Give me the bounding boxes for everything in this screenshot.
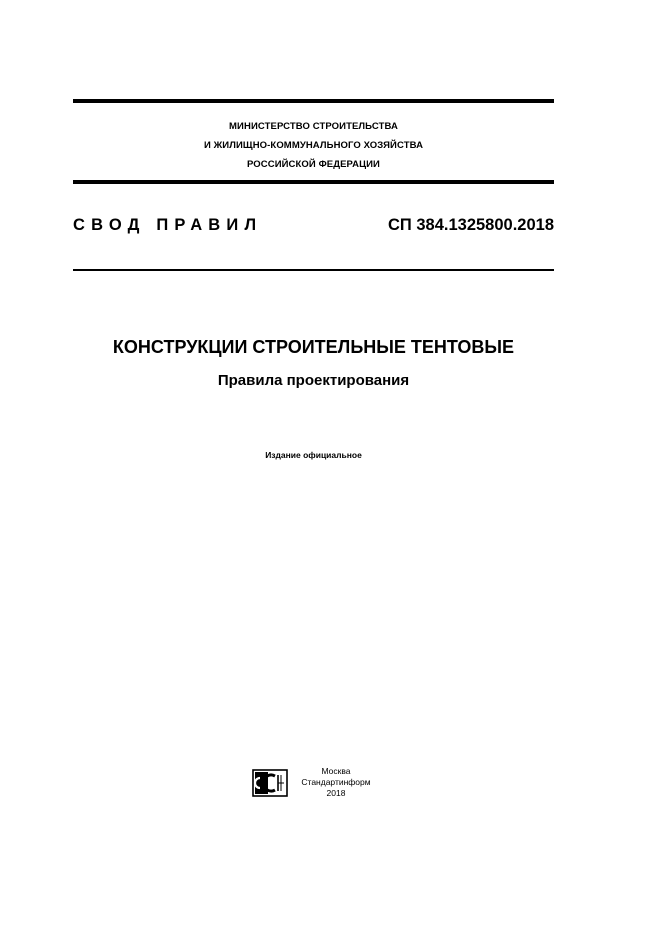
document-subtitle: Правила проектирования [217,372,410,389]
document-title: КОНСТРУКЦИИ СТРОИТЕЛЬНЫЕ ТЕНТОВЫЕ [112,337,515,357]
standartinform-logo-icon [252,769,288,797]
ministry-block [73,117,554,174]
ministry-line-2: И ЖИЛИЩНО-КОММУНАЛЬНОГО ХОЗЯЙСТВА [203,140,424,151]
imprint-block [296,766,376,799]
lower-thin-rule [73,269,554,271]
ministry-line-3: РОССИЙСКОЙ ФЕДЕРАЦИИ [246,159,380,170]
imprint-year: 2018 [326,788,346,798]
imprint-publisher: Стандартинформ [301,777,371,787]
edition-label: Издание официальное [265,450,362,460]
document-code: СП 384.1325800.2018 [388,216,554,234]
top-thick-rule [73,99,554,103]
middle-thick-rule [73,180,554,184]
imprint-city: Москва [321,766,351,776]
ministry-line-1: МИНИСТЕРСТВО СТРОИТЕЛЬСТВА [229,121,398,132]
svod-pravil-label: СВОД ПРАВИЛ [73,216,263,234]
